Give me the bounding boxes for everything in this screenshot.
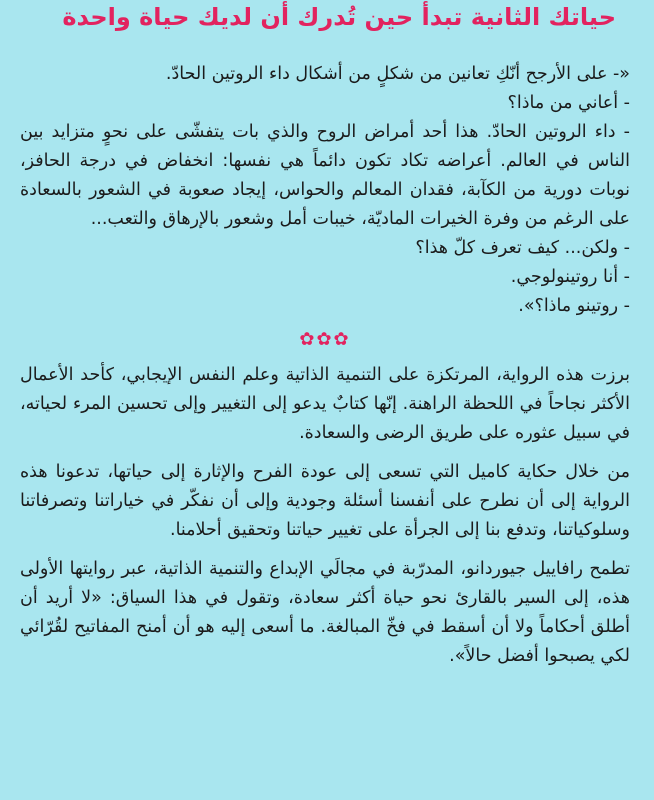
paragraph-3: تطمح رافاييل جيوردانو، المدرّبة في مجالَي الإبداع والتنمية الذاتية، عبر روايتها الأولى هذه، إلى السير بالقارئ نحو حياة أكثر سعادة، وتقول في هذا السياق: «لا أريد أن أطلق أحكاماً ولا أن أسقط في فخّ المبالغة. ما أسعى إليه هو أن أمنح المفاتيح لقُرّائي لكي يصبحوا أفضل حالاً». (20, 559, 630, 666)
description (20, 361, 630, 671)
flower-separator-icon: ✿✿✿ (299, 329, 351, 350)
dialogue-line-1: «- على الأرجح أنّكِ تعانين من شكلٍ من أشكال داء الروتين الحادّ. (165, 64, 630, 84)
dialogue-line-2: - أعاني من ماذا؟ (507, 93, 630, 113)
paragraph-2: من خلال حكاية كاميل التي تسعى إلى عودة الفرح والإثارة إلى حياتها، تدعونا هذه الرواية إلى أن نطرح على أنفسنا أسئلة وجودية وإلى أن نفكّر في خياراتنا وتصرفاتنا وسلوكياتنا، وتدفع بنا إلى الجرأة على تغيير حياتنا وتحقيق أحلامنا. (20, 462, 630, 540)
paragraph-1: برزت هذه الرواية، المرتكزة على التنمية الذاتية وعلم النفس الإيجابي، كأحد الأعمال الأكثر نجاحاً في اللحظة الراهنة. إنّها كتابٌ يدعو إلى التغيير وإلى تحسين المرء لحياته، في سبيل عثوره على طريق الرضى والسعادة. (20, 365, 630, 443)
dialogue-line-4: - ولكن... كيف تعرف كلّ هذا؟ (415, 238, 630, 258)
dialogue-line-5: - أنا روتينولوجي. (510, 267, 630, 287)
page-title: حياتك الثانية تبدأ حين تُدرك أن لديك حياة واحدة (62, 3, 616, 31)
dialogue-excerpt (20, 60, 630, 321)
dialogue-line-3: - داء الروتين الحادّ. هذا أحد أمراض الروح والذي بات يتفشّى على نحوٍ متزايد بين الناس في العالم. أعراضه تكاد تكون دائماً هي نفسها: انخفاض في درجة الحافز، نوبات دورية من الكآبة، فقدان المعالم والحواس، إيجاد صعوبة في الشعور بالسعادة على الرغم من وفرة الخيرات الماديّة، خيبات أمل وشعور بالإرهاق والتعب... (20, 122, 630, 229)
dialogue-line-6: - روتينو ماذا؟». (518, 296, 630, 316)
